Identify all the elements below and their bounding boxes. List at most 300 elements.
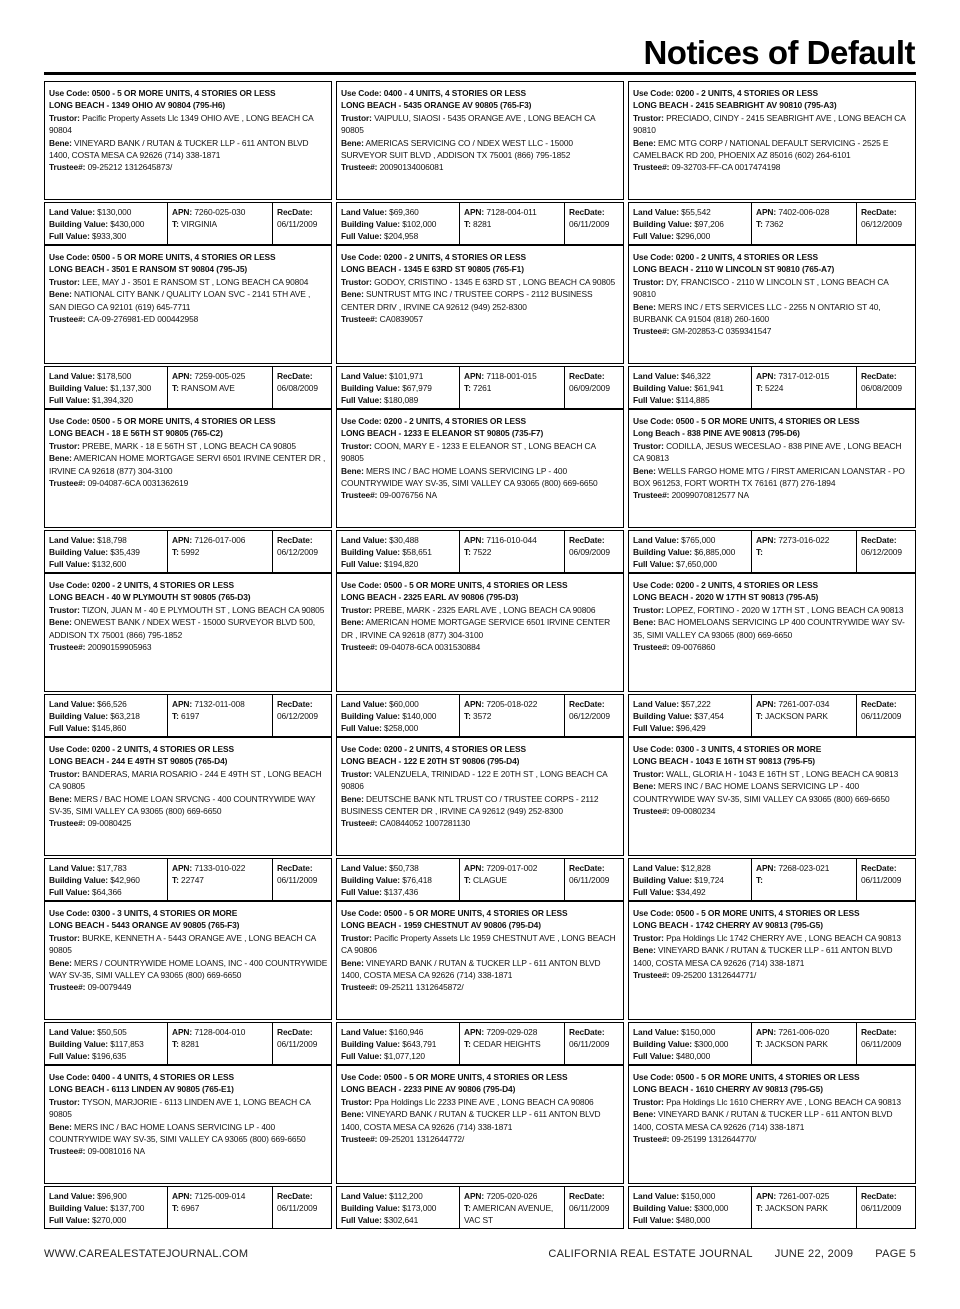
use-code-value: 0300 - 3 UNITS, 4 STORIES OR MORE (91, 908, 238, 918)
building-value-value: $67,979 (402, 382, 432, 393)
full-value-value: $96,429 (676, 723, 706, 734)
trustee-line-value: 09-0080234 (671, 806, 716, 817)
notice-values (44, 1022, 332, 1065)
property-location: LONG BEACH - 1349 OHIO AV 90804 (795-H6) (49, 100, 226, 111)
notice-values (44, 694, 332, 737)
trustor-line-label: Trustor: (49, 112, 80, 123)
bene-line-value: SUNTRUST MTG INC / TRUSTEE CORPS - 2112 BUSINESS CENTER DRIV , IRVINE CA 92612 (949) 252-8300 (341, 289, 593, 312)
recdate-label: RecDate: (569, 534, 605, 545)
apn-column (459, 203, 564, 244)
trustee-line (633, 489, 912, 501)
recdate-label: RecDate: (569, 206, 605, 217)
recdate-value: 06/08/2009 (861, 382, 902, 393)
apn (172, 698, 269, 710)
notices-grid (44, 81, 916, 1229)
recdate-value: 06/11/2009 (861, 1202, 902, 1213)
land-value-value: $765,000 (681, 534, 716, 545)
notice-details (44, 737, 332, 856)
apn-value: 7133-010-022 (194, 862, 246, 873)
building-value-value: $173,000 (402, 1202, 437, 1213)
trustor-line (633, 604, 912, 616)
bene-line-label: Bene: (633, 1109, 656, 1120)
land-value-label: Land Value: (633, 1026, 679, 1037)
apn (172, 862, 269, 874)
use-code-value: 0200 - 2 UNITS, 4 STORIES OR LESS (675, 580, 818, 590)
bene-line-value: MERS INC / BAC HOME LOANS SERVICING LP - 400 COUNTRYWIDE WAY SV-35, SIMI VALLEY CA 93065 (800) 669-6650 (633, 781, 890, 804)
use-code-value: 0500 - 5 OR MORE UNITS, 4 STORIES OR LESS (675, 416, 860, 426)
property-location: LONG BEACH - 1610 CHERRY AV 90813 (795-G5) (633, 1084, 823, 1095)
land-value-label: Land Value: (341, 370, 387, 381)
tract (172, 546, 269, 558)
land-value-label: Land Value: (633, 370, 679, 381)
trustor-line-label: Trustor: (341, 1096, 372, 1107)
tract (464, 1202, 561, 1227)
apn (464, 534, 561, 546)
full-value-value: $1,394,320 (92, 395, 133, 406)
recdate-value: 06/11/2009 (861, 874, 902, 885)
notice-values (628, 202, 916, 245)
trustee-line-label: Trustee#: (49, 314, 86, 325)
recdate-column (272, 695, 331, 736)
apn-label: APN: (464, 862, 485, 873)
property-location: LONG BEACH - 1043 E 16TH ST 90813 (795-F5) (633, 756, 815, 767)
use-code-value: 0500 - 5 OR MORE UNITS, 4 STORIES OR LESS (91, 88, 276, 98)
notice-card (336, 1065, 624, 1229)
full-value (341, 1214, 456, 1226)
recdate-column (856, 203, 915, 244)
land-value-value: $18,798 (97, 534, 127, 545)
trustee-line-value: 20090159905963 (87, 642, 152, 653)
tract-value: 8281 (473, 218, 492, 229)
use-code-value: 0500 - 5 OR MORE UNITS, 4 STORIES OR LESS (383, 580, 568, 590)
trustee-line-label: Trustee#: (49, 478, 86, 489)
bene-line-label: Bene: (341, 137, 364, 148)
recdate-value: 06/11/2009 (861, 1038, 902, 1049)
trustor-line-label: Trustor: (341, 440, 372, 451)
property-location: LONG BEACH - 122 E 20TH ST 90806 (795-D4) (341, 756, 520, 767)
use-code-line (49, 743, 328, 755)
property-location: LONG BEACH - 2110 W LINCOLN ST 90810 (765-A7) (633, 264, 835, 275)
trustee-line-value: 20090134006081 (379, 162, 444, 173)
notice-card (44, 409, 332, 573)
tract (172, 1202, 269, 1214)
recdate-column (272, 367, 331, 408)
full-value-value: $258,000 (384, 723, 419, 734)
bene-line (49, 137, 328, 162)
bene-line (49, 957, 328, 982)
notice-card (628, 245, 916, 409)
use-code-value: 0300 - 3 UNITS, 4 STORIES OR MORE (675, 744, 822, 754)
notice-card (44, 1065, 332, 1229)
recdate-value: 06/12/2009 (569, 710, 610, 721)
full-value-label: Full Value: (341, 1051, 382, 1062)
trustee-line-value: 09-25199 1312644770/ (671, 1134, 757, 1145)
use-code-line (49, 251, 328, 263)
use-code-line (633, 743, 912, 755)
apn-label: APN: (464, 534, 485, 545)
apn-column (167, 1187, 272, 1228)
recdate-label: RecDate: (861, 1190, 897, 1201)
recdate-value: 06/11/2009 (861, 710, 902, 721)
use-code-value: 0200 - 2 UNITS, 4 STORIES OR LESS (675, 88, 818, 98)
full-value (49, 1214, 164, 1226)
full-value-value: $180,089 (384, 395, 419, 406)
building-value (633, 874, 748, 886)
building-value-value: $35,439 (110, 546, 140, 557)
tract (756, 874, 853, 886)
recdate-value: 06/09/2009 (569, 546, 610, 557)
notice-values (628, 366, 916, 409)
footer-website[interactable]: WWW.CAREALESTATEJOURNAL.COM (44, 1248, 249, 1260)
notice-details (336, 245, 624, 364)
full-value (633, 1214, 748, 1226)
notice-card (44, 245, 332, 409)
trustee-line (341, 641, 620, 653)
values-column (629, 859, 751, 900)
apn-label: APN: (172, 206, 193, 217)
building-value (341, 218, 456, 230)
land-value-value: $96,900 (97, 1190, 127, 1201)
bene-line-label: Bene: (49, 137, 72, 148)
notice-details (628, 901, 916, 1020)
tract (756, 218, 853, 230)
bene-line-label: Bene: (49, 289, 72, 300)
use-code-label: Use Code: (341, 252, 382, 262)
notice-card (44, 901, 332, 1065)
land-value-value: $50,738 (389, 862, 419, 873)
tract-label: T: (172, 1202, 179, 1213)
land-value-label: Land Value: (341, 698, 387, 709)
recdate-column (272, 531, 331, 572)
land-value-value: $150,000 (681, 1190, 716, 1201)
apn-label: APN: (172, 698, 193, 709)
bene-line-value: MERS INC / BAC HOME LOANS SERVICING LP - 400 COUNTRYWIDE WAY SV-35, SIMI VALLEY CA 93065 (800) 669-6650 (49, 1121, 306, 1145)
recdate-label: RecDate: (861, 370, 897, 381)
full-value-value: $1,077,120 (384, 1051, 425, 1062)
use-code-value: 0200 - 2 UNITS, 4 STORIES OR LESS (383, 252, 526, 262)
trustee-line-value: 20099070812577 NA (671, 490, 750, 501)
trustee-line-label: Trustee#: (341, 1134, 378, 1145)
apn-value: 7205-020-026 (486, 1190, 538, 1201)
full-value-label: Full Value: (633, 231, 674, 242)
use-code-line (49, 579, 328, 591)
building-value-value: $430,000 (110, 218, 145, 229)
apn-column (751, 203, 856, 244)
trustor-line (341, 440, 620, 465)
trustor-line-value: CODILLA, JESUS WECESLAO - 838 PINE AVE , LONG BEACH CA 90813 (633, 440, 902, 464)
notice-details (336, 573, 624, 692)
use-code-value: 0200 - 2 UNITS, 4 STORIES OR LESS (383, 416, 526, 426)
recdate-column (564, 695, 623, 736)
property-location: LONG BEACH - 244 E 49TH ST 90805 (765-D4) (49, 756, 228, 767)
recdate-label: RecDate: (277, 862, 313, 873)
land-value (341, 370, 456, 382)
trustor-line-label: Trustor: (341, 932, 372, 943)
trustor-line-label: Trustor: (49, 440, 80, 451)
apn (756, 1190, 853, 1202)
recdate-column (564, 203, 623, 244)
use-code-line (633, 87, 912, 99)
land-value-value: $30,488 (389, 534, 419, 545)
recdate-column (564, 1187, 623, 1228)
recdate-column (564, 1023, 623, 1064)
recdate-value: 06/11/2009 (277, 1038, 318, 1049)
apn (756, 862, 853, 874)
full-value (49, 558, 164, 570)
use-code-value: 0500 - 5 OR MORE UNITS, 4 STORIES OR LESS (675, 1072, 860, 1082)
land-value (49, 698, 164, 710)
full-value-value: $137,436 (384, 887, 419, 898)
full-value (49, 394, 164, 406)
tract-label: T: (756, 218, 763, 229)
tract (172, 1038, 269, 1050)
building-value-value: $37,454 (694, 710, 724, 721)
trustee-line (633, 969, 912, 981)
use-code-line (341, 907, 620, 919)
full-value-value: $145,860 (92, 723, 127, 734)
use-code-line (633, 907, 912, 919)
recdate-value: 06/11/2009 (277, 218, 318, 229)
apn-label: APN: (464, 1026, 485, 1037)
bene-line-value: ONEWEST BANK / NDEX WEST - 15000 SURVEYOR BLVD 500, ADDISON TX 75001 (866) 795-1852 (49, 617, 315, 640)
use-code-value: 0200 - 2 UNITS, 4 STORIES OR LESS (91, 744, 234, 754)
notice-details (628, 245, 916, 364)
building-value (49, 874, 164, 886)
apn-value: 7128-004-010 (194, 1026, 246, 1037)
building-value-label: Building Value: (49, 218, 108, 229)
tract-value: CEDAR HEIGHTS (473, 1038, 541, 1049)
notice-values (628, 858, 916, 901)
tract-label: T: (756, 710, 763, 721)
full-value-label: Full Value: (341, 887, 382, 898)
bene-line-label: Bene: (341, 957, 364, 968)
full-value-value: $480,000 (676, 1215, 711, 1226)
land-value-label: Land Value: (341, 862, 387, 873)
bene-line-label: Bene: (49, 1121, 72, 1132)
full-value (633, 1050, 748, 1062)
notice-card (336, 409, 624, 573)
trustor-line-label: Trustor: (49, 932, 80, 943)
land-value-label: Land Value: (49, 1190, 95, 1201)
notice-details (628, 573, 916, 692)
recdate-column (272, 859, 331, 900)
trustee-line-value: 09-0076756 NA (379, 490, 437, 501)
bene-line-value: VINEYARD BANK / RUTAN & TUCKER LLP - 611 ANTON BLVD 1400, COSTA MESA CA 92626 (714) 338-1871 (341, 1109, 601, 1132)
trustee-line-label: Trustee#: (49, 162, 86, 173)
trustor-line-value: TYSON, MARJORIE - 6113 LINDEN AVE 1, LONG BEACH CA 90805 (49, 1096, 311, 1120)
building-value-value: $63,218 (110, 710, 140, 721)
apn (464, 698, 561, 710)
notice-values (336, 202, 624, 245)
trustee-line (633, 325, 912, 337)
recdate-value: 06/12/2009 (277, 710, 318, 721)
building-value-value: $6,885,000 (694, 546, 736, 557)
bene-line-label: Bene: (49, 453, 72, 464)
tract-value: JACKSON PARK (765, 1202, 828, 1213)
notice-card (336, 573, 624, 737)
full-value (341, 886, 456, 898)
tract (464, 382, 561, 394)
notice-details (628, 1065, 916, 1184)
trustor-line-label: Trustor: (49, 604, 80, 615)
use-code-value: 0400 - 4 UNITS, 4 STORIES OR LESS (91, 1072, 234, 1082)
trustee-line (341, 817, 620, 829)
values-column (45, 367, 167, 408)
use-code-label: Use Code: (633, 88, 674, 98)
tract-label: T: (464, 382, 471, 393)
building-value (49, 1038, 164, 1050)
apn-column (751, 695, 856, 736)
apn-label: APN: (756, 370, 777, 381)
trustee-line-value: 09-25201 1312644772/ (379, 1134, 465, 1145)
trustor-line-label: Trustor: (633, 112, 664, 123)
land-value-value: $60,000 (389, 698, 419, 709)
bene-line-value: MERS / COUNTRYWIDE HOME LOANS, INC - 400 COUNTRYWIDE WAY SV-35, SIMI VALLEY CA 93065 (800) 669-6650 (49, 957, 328, 981)
land-value-value: $150,000 (681, 1026, 716, 1037)
notice-card (628, 573, 916, 737)
recdate-label: RecDate: (277, 370, 313, 381)
tract (172, 218, 269, 230)
trustor-line-value: GODOY, CRISTINO - 1345 E 63RD ST , LONG BEACH CA 90805 (374, 276, 616, 287)
use-code-label: Use Code: (49, 88, 90, 98)
tract-label: T: (464, 218, 471, 229)
building-value-label: Building Value: (633, 382, 692, 393)
land-value-label: Land Value: (49, 534, 95, 545)
apn-label: APN: (172, 862, 193, 873)
land-value (341, 1026, 456, 1038)
use-code-line (49, 1071, 328, 1083)
bene-line-value: DEUTSCHE BANK NTL TRUST CO / TRUSTEE CORPS - 2112 BUSINESS CENTER DR , IRVINE CA 92612 (949) 252-8300 (341, 793, 599, 817)
recdate-label: RecDate: (277, 698, 313, 709)
use-code-label: Use Code: (633, 252, 674, 262)
building-value-label: Building Value: (633, 218, 692, 229)
recdate-column (272, 1023, 331, 1064)
use-code-label: Use Code: (633, 416, 674, 426)
footer-publication: CALIFORNIA REAL ESTATE JOURNAL (548, 1248, 753, 1260)
trustor-line-label: Trustor: (49, 1096, 80, 1107)
trustee-line (49, 161, 328, 173)
apn-value: 7317-012-015 (778, 370, 830, 381)
land-value-value: $101,971 (389, 370, 424, 381)
bene-line-value: WELLS FARGO HOME MTG / FIRST AMERICAN LOANSTAR - PO BOX 961253, FORT WORTH TX 76161 (877) 276-1894 (633, 465, 905, 489)
trustor-line (49, 932, 328, 957)
notice-details (628, 409, 916, 528)
bene-line (49, 452, 328, 477)
trustee-line-value: 09-0076860 (671, 642, 716, 653)
values-column (629, 203, 751, 244)
recdate-label: RecDate: (861, 1026, 897, 1037)
bene-line-value: AMERICAN HOME MORTGAGE SERVICE 6501 IRVINE CENTER DR , IRVINE CA 92618 (877) 304-3100 (341, 617, 611, 640)
trustor-line-value: PRECIADO, CINDY - 2415 SEABRIGHT AVE , LONG BEACH CA 90810 (633, 112, 906, 136)
tract (464, 546, 561, 558)
recdate-label: RecDate: (277, 206, 313, 217)
building-value (633, 546, 748, 558)
bene-line-label: Bene: (49, 617, 72, 628)
trustee-line (633, 641, 912, 653)
trustor-line-value: COON, MARY E - 1233 E ELEANOR ST , LONG BEACH CA 90805 (341, 440, 596, 464)
full-value (341, 722, 456, 734)
use-code-line (633, 579, 912, 591)
use-code-label: Use Code: (49, 744, 90, 754)
building-value-value: $300,000 (694, 1202, 729, 1213)
land-value-value: $46,322 (681, 370, 711, 381)
full-value-label: Full Value: (633, 1215, 674, 1226)
bene-line (341, 137, 620, 162)
footer-page-number: PAGE 5 (875, 1248, 916, 1260)
trustor-line-value: Pacific Property Assets Llc 1349 OHIO AVE , LONG BEACH CA 90804 (49, 112, 314, 136)
tract-value: 22747 (181, 874, 204, 885)
land-value-label: Land Value: (49, 206, 95, 217)
full-value (633, 230, 748, 242)
use-code-label: Use Code: (341, 908, 382, 918)
full-value (341, 1050, 456, 1062)
notice-values (44, 1186, 332, 1229)
bene-line-value: VINEYARD BANK / RUTAN & TUCKER LLP - 611 ANTON BLVD 1400, COSTA MESA CA 92626 (714) 338-1871 (49, 137, 309, 161)
bene-line (49, 288, 328, 313)
trustee-line-value: CA-09-276981-ED 000442958 (87, 314, 199, 325)
tract (756, 1202, 853, 1214)
use-code-label: Use Code: (49, 908, 90, 918)
land-value-label: Land Value: (49, 1026, 95, 1037)
tract-label: T: (464, 1202, 471, 1213)
bene-line-value: MERS INC / BAC HOME LOANS SERVICING LP - 400 COUNTRYWIDE WAY SV-35, SIMI VALLEY CA 93065 (800) 669-6650 (341, 465, 598, 489)
bene-line-label: Bene: (49, 793, 72, 804)
notice-card (628, 1065, 916, 1229)
building-value-value: $300,000 (694, 1038, 729, 1049)
bene-line (49, 793, 328, 818)
tract-label: T: (756, 874, 763, 885)
bene-line (341, 465, 620, 490)
trustor-line (633, 768, 912, 780)
full-value-value: $194,820 (384, 559, 419, 570)
land-value-value: $66,526 (97, 698, 127, 709)
apn-value: 7402-006-028 (778, 206, 830, 217)
full-value-label: Full Value: (49, 723, 90, 734)
tract-value: JACKSON PARK (765, 1038, 828, 1049)
trustee-line (341, 313, 620, 325)
use-code-label: Use Code: (49, 252, 90, 262)
building-value-label: Building Value: (633, 1202, 692, 1213)
apn-label: APN: (756, 862, 777, 873)
apn (464, 206, 561, 218)
use-code-value: 0500 - 5 OR MORE UNITS, 4 STORIES OR LESS (383, 1072, 568, 1082)
recdate-label: RecDate: (277, 1026, 313, 1037)
full-value-value: $296,000 (676, 231, 711, 242)
notice-values (628, 530, 916, 573)
building-value-label: Building Value: (633, 710, 692, 721)
apn-value: 7261-007-034 (778, 698, 830, 709)
apn-label: APN: (172, 1026, 193, 1037)
building-value (341, 546, 456, 558)
land-value-label: Land Value: (49, 862, 95, 873)
values-column (45, 1023, 167, 1064)
trustee-line-label: Trustee#: (633, 162, 670, 173)
land-value (341, 534, 456, 546)
tract-label: T: (172, 710, 179, 721)
recdate-value: 06/11/2009 (569, 218, 610, 229)
tract-value: 7522 (473, 546, 492, 557)
trustee-line-label: Trustee#: (49, 1146, 86, 1157)
recdate-label: RecDate: (569, 862, 605, 873)
bene-line-label: Bene: (341, 617, 364, 628)
apn-column (751, 1023, 856, 1064)
trustor-line-label: Trustor: (633, 440, 664, 451)
apn-value: 7261-007-025 (778, 1190, 830, 1201)
tract-label: T: (756, 546, 763, 557)
values-column (629, 367, 751, 408)
notice-details (336, 737, 624, 856)
notice-details (336, 901, 624, 1020)
